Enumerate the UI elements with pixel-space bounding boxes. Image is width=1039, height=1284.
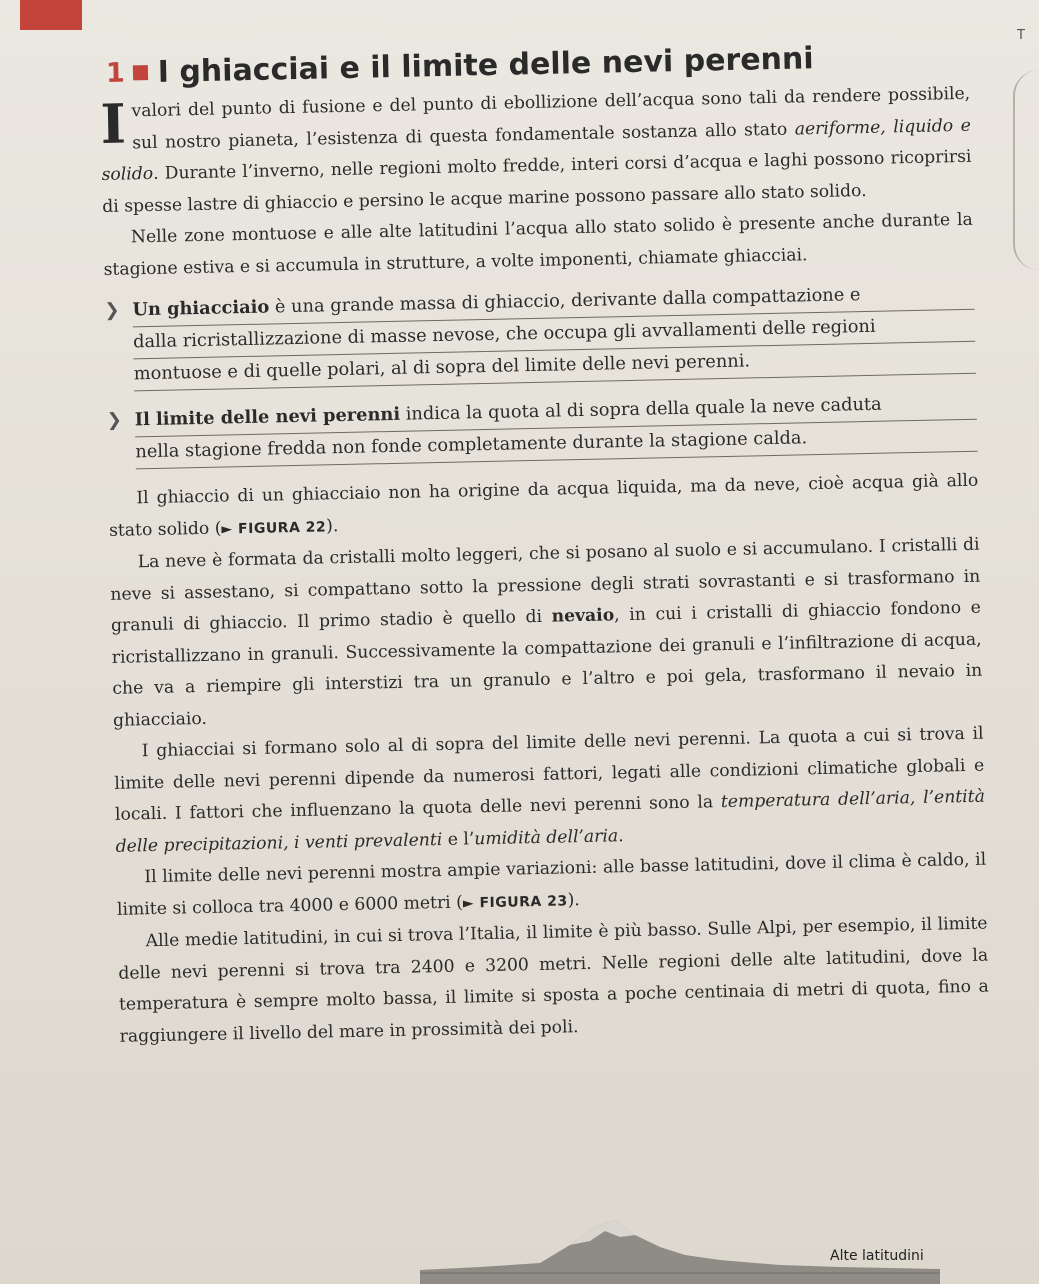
definition-line: montuose e di quelle polari, al di sopra del limite delle nevi perenni.: [134, 342, 976, 392]
paragraph-5: I ghiacciai si formano solo al di sopra del limite delle nevi perenni. La quota a cui si trova il limite delle nevi perenni dipende da numerosi fattori, legati alle condizioni climatiche globali e locali. I fattori che influenzano la quota delle nevi perenni sono la temperatura dell’aria, l’entità delle precipitazioni, i venti prevalenti e l’umidità dell’aria.: [114, 723, 986, 857]
definition-limite-nevi: [106, 388, 977, 470]
page-edge-curve: [1013, 70, 1039, 270]
definition-term: Il limite delle nevi perenni: [134, 403, 401, 431]
definition-ghiacciaio: [104, 278, 976, 392]
figure-22-link[interactable]: ► FIGURA 22: [221, 518, 327, 538]
figure-23-link[interactable]: ► FIGURA 23: [462, 892, 568, 912]
body-text: [100, 79, 990, 1053]
intro-paragraph: [100, 79, 972, 223]
arrow-icon: ❯: [104, 299, 120, 321]
definition-line: Il limite delle nevi perenni indica la quota al di sopra della quale la neve caduta: [134, 388, 976, 438]
section-bullet-icon: [133, 65, 148, 80]
intro-text-a: valori del punto di fusione e del punto di ebollizione dell’acqua sono tali da rendere possibile, sul nostro pianeta, l’esistenza di questa fondamentale sostanza allo stato: [131, 83, 971, 153]
arrow-icon: ❯: [106, 409, 123, 431]
paragraph-2: Nelle zone montuose e alle alte latitudini l’acqua allo stato solido è presente anche durante la stagione estiva e si accumula in strutture, a volte imponenti, chiamate ghiacciai.: [103, 209, 973, 280]
term-nevaio: nevaio: [551, 605, 615, 627]
definition-line: nella stagione fredda non fonde completamente durante la stagione calda.: [135, 420, 977, 470]
paragraph-4: La neve è formata da cristalli molto leggeri, che si posano al suolo e si accumulano. I cristalli di neve si assestano, si compattano sotto la pressione degli strati sovrastanti e si trasformano in granuli di ghiaccio. Il primo stadio è quello di nevaio, in cui i cristalli di ghiaccio fondono e ricristallizzano in granuli. Successivamente la compattazione dei granuli e l’infiltrazione di acqua, che va a riempire gli interstizi tra un granulo e l’altro e poi gela, trasformano il nevaio in ghiacciaio.: [110, 534, 983, 731]
intro-text-b: . Durante l’inverno, nelle regioni molto fredde, interi corsi d’acqua e laghi possono ricoprirsi di spesse lastre di ghiaccio e persino le acque marine possono passare allo stato solido.: [102, 146, 972, 217]
section-title: I ghiacciai e il limite delle nevi perenni: [157, 41, 814, 90]
paragraph-6: Il limite delle nevi perenni mostra ampie variazioni: alle basse latitudini, dove il clima è caldo, il limite si colloca tra 4000 e 6000 metri (► FIGURA 23).: [116, 849, 987, 920]
chapter-tab: [20, 0, 82, 30]
paragraph-7: Alle medie latitudini, in cui si trova l’Italia, il limite è più basso. Sulle Alpi, per esempio, il limite delle nevi perenni si trova tra 2400 e 3200 metri. Nelle regioni delle alte latitudini, dove la temperatura è sempre molto bassa, il limite si sposta a poche centinaia di metri di quota, fino a raggiungere il livello del mare in prossimità dei poli.: [118, 913, 990, 1047]
dropcap-letter: I: [99, 91, 127, 156]
definition-line: dalla ricristallizzazione di masse nevose, che occupa gli avvallamenti delle regioni: [133, 310, 975, 360]
definition-term: Un ghiacciaio: [132, 296, 270, 321]
paragraph-3: Il ghiaccio di un ghiacciaio non ha origine da acqua liquida, ma da neve, cioè acqua già allo stato solido (► FIGURA 22).: [108, 470, 979, 541]
definition-line: Un ghiacciaio è una grande massa di ghiaccio, derivante dalla compattazione e: [132, 278, 974, 328]
figure-label: Alte latitudini: [830, 1248, 924, 1264]
intro-italic-states: aeriforme, liquido e solido: [101, 115, 971, 185]
section-number: 1: [105, 57, 126, 89]
corner-mark: T: [1017, 28, 1025, 43]
